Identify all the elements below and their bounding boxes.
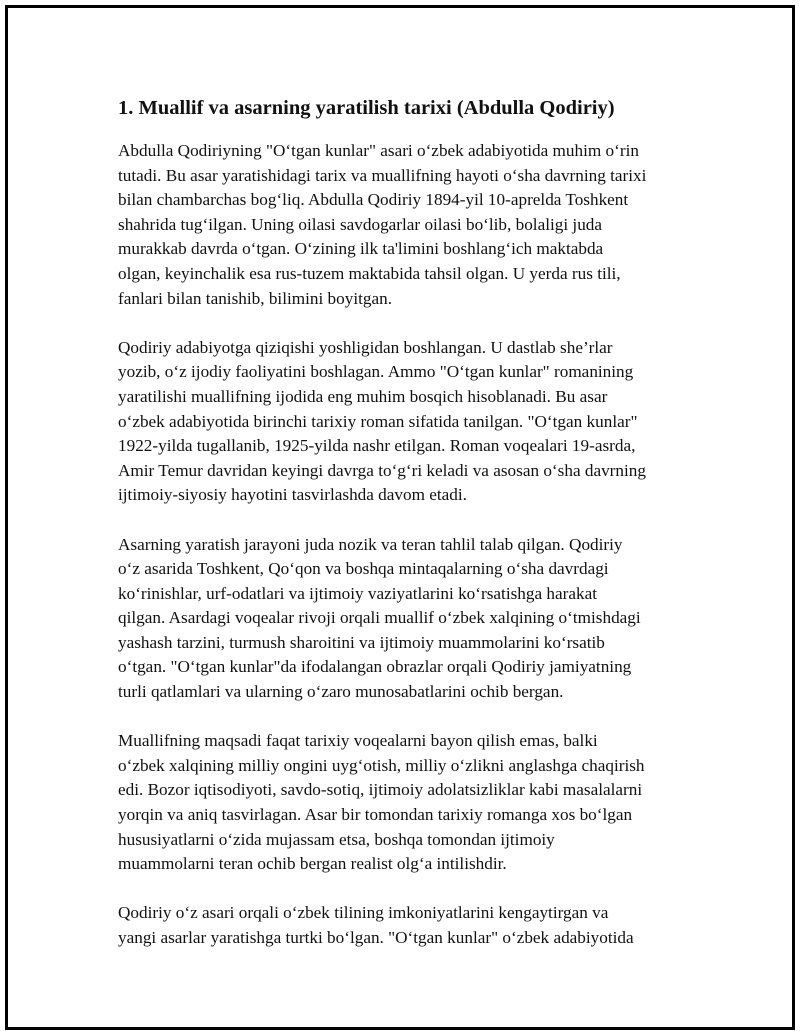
text-line: edi. Bozor iqtisodiyoti, savdo-sotiq, ijtimoiy adolatsizliklar kabi masalalarni (118, 780, 643, 800)
text-line: o‘tgan. "O‘tgan kunlar"da ifodalangan obrazlar orqali Qodiriy jamiyatning (118, 657, 632, 677)
text-line: yozib, o‘z ijodiy faoliyatini boshlagan. Ammo "O‘tgan kunlar" romanining (118, 362, 634, 382)
paragraph-1 (118, 139, 698, 311)
section-heading: 1. Muallif va asarning yaratilish tarixi (Abdulla Qodiriy) (118, 97, 615, 119)
text-line: muammolarni teran ochib bergan realist olg‘a intilishdir. (118, 854, 507, 874)
text-line: olgan, keyinchalik esa rus-tuzem maktabida tahsil olgan. U yerda rus tili, (118, 263, 621, 283)
text-line: ijtimoiy-siyosiy hayotini tasvirlashda davom etadi. (118, 485, 467, 505)
text-line: ko‘rinishlar, urf-odatlari va ijtimoiy vaziyatlarini ko‘rsatishga harakat (118, 583, 597, 603)
text-line: Abdulla Qodiriyning "O‘tgan kunlar" asari o‘zbek adabiyotida muhim o‘rin (118, 141, 639, 160)
text-line: fanlari bilan tanishib, bilimini boyitgan. (118, 288, 393, 308)
text-line: yorqin va aniq tasvirlagan. Asar bir tomondan tarixiy romanga xos bo‘lgan (118, 805, 633, 825)
document-body (118, 94, 698, 975)
paragraph-2 (118, 336, 698, 508)
text-line: Asarning yaratish jarayoni juda nozik va teran tahlil talab qilgan. Qodiriy (118, 534, 623, 554)
text-line: qilgan. Asardagi voqealar rivoji orqali muallif o‘zbek xalqining o‘tmishdagi (118, 608, 641, 628)
text-line: yangi asarlar yaratishga turtki bo‘lgan. "O‘tgan kunlar" o‘zbek adabiyotida (118, 928, 634, 947)
text-line: bilan chambarchas bog‘liq. Abdulla Qodiriy 1894-yil 10-aprelda Toshkent (118, 190, 629, 210)
text-line: Qodiriy o‘z asari orqali o‘zbek tilining imkoniyatlarini kengaytirgan va (118, 903, 609, 923)
paragraph-4 (118, 729, 698, 877)
text-line: shahrida tug‘ilgan. Uning oilasi savdogarlar oilasi bo‘lib, bolaligi juda (118, 214, 603, 234)
text-line: turli qatlamlari va ularning o‘zaro munosabatlarini ochib bergan. (118, 682, 564, 702)
text-line: o‘zbek adabiyotida birinchi tarixiy roman sifatida tanilgan. "O‘tgan kunlar" (118, 411, 638, 431)
text-line: Qodiriy adabiyotga qiziqishi yoshligidan boshlangan. U dastlab she’rlar (118, 337, 613, 357)
text-line: Amir Temur davridan keyingi davrga to‘g‘ri keladi va asosan o‘sha davrning (118, 460, 646, 480)
text-line: hususiyatlarni o‘zida mujassam etsa, boshqa tomondan ijtimoiy (118, 829, 555, 849)
text-line: yashash tarzini, turmush sharoitini va ijtimoiy muammolarini ko‘rsatib (118, 632, 605, 652)
text-line: Muallifning maqsadi faqat tarixiy voqealarni bayon qilish emas, balki (118, 731, 598, 751)
text-line: murakkab davrda o‘tgan. O‘zining ilk ta'limini boshlang‘ich maktabda (118, 239, 604, 259)
text-line: o‘z asarida Toshkent, Qo‘qon va boshqa mintaqalarning o‘sha davrdagi (118, 559, 609, 579)
text-line: yaratilishi muallifning ijodida eng muhim bosqich hisoblanadi. Bu asar (118, 386, 608, 406)
document-page (5, 5, 795, 1030)
paragraph-3 (118, 533, 698, 705)
text-line: tutadi. Bu asar yaratishidagi tarix va muallifning hayoti o‘sha davrning tarixi (118, 165, 647, 185)
text-line: 1922-yilda tugallanib, 1925-yilda nashr etilgan. Roman voqealari 19-asrda, (118, 436, 636, 456)
paragraph-5 (118, 901, 698, 950)
text-line: o‘zbek xalqining milliy ongini uyg‘otish, milliy o‘zlikni anglashga chaqirish (118, 755, 645, 775)
